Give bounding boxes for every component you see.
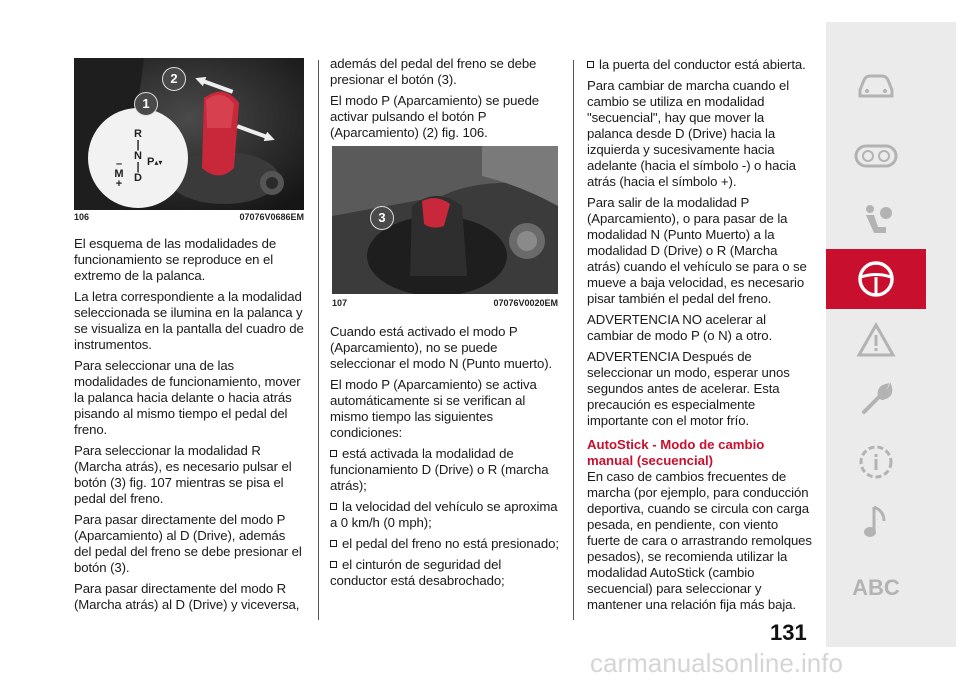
airbag-icon — [858, 203, 894, 237]
sidebar-item-safety[interactable] — [826, 194, 926, 246]
col1-paragraph: Para seleccionar una de las modalidades de funcionamiento, mover la palanca hacia delante o hacia atrás pisando al mismo tiempo el pedal del freno. — [74, 358, 301, 437]
chapter-sidebar — [826, 22, 956, 647]
abc-icon: ABC — [852, 575, 900, 600]
checkbox-bullet-icon — [587, 61, 594, 68]
figure-106-image — [74, 58, 304, 210]
wrench-icon — [858, 382, 894, 418]
music-note-icon — [862, 503, 890, 541]
figure-107-image — [332, 146, 558, 294]
figure-107-caption — [332, 298, 558, 308]
column-2-bottom — [330, 324, 560, 594]
gear-label-p: P — [147, 156, 155, 168]
gear-button-illustration — [332, 146, 558, 294]
watermark: carmanualsonline.info — [590, 648, 843, 678]
column-1 — [74, 236, 304, 618]
sidebar-item-multimedia[interactable] — [826, 496, 926, 548]
col2-paragraph: El modo P (Aparcamiento) se puede activar pulsando el botón P (Aparcamiento) (2) fig. 106. — [330, 93, 540, 140]
figure-106-caption — [74, 212, 304, 222]
page-number: 131 — [770, 620, 807, 645]
column-divider-right — [573, 60, 574, 620]
callout-2: 2 — [162, 67, 186, 91]
checkbox-bullet-icon — [330, 561, 337, 568]
sidebar-item-index[interactable] — [826, 562, 926, 614]
gear-lever-illustration — [74, 58, 304, 210]
figure-106-number: 106 — [74, 212, 90, 222]
bullet-item: el cinturón de seguridad del conductor está desabrochado; — [330, 557, 505, 588]
callout-3: 3 — [370, 206, 394, 230]
bullet-item: la puerta del conductor está abierta. — [587, 57, 813, 73]
checkbox-bullet-icon — [330, 540, 337, 547]
col2-paragraph: además del pedal del freno se debe presionar el botón (3). — [330, 56, 537, 87]
gear-label-r: R — [134, 128, 142, 140]
column-divider-left — [318, 60, 319, 620]
column-3 — [587, 57, 813, 618]
figure-106-code: 07076V0686EM — [239, 212, 304, 222]
checkbox-bullet-icon — [330, 503, 337, 510]
col3-paragraph: Para cambiar de marcha cuando el cambio se utiliza en modalidad "secuencial", hay que mover la palanca desde D (Drive) hacia la izquierda y sucesivamente hacia adelante (hacia el símbolo -) o hacia atrás (hacia el símbolo +). — [587, 78, 796, 189]
gear-label-n: N — [134, 150, 142, 162]
steering-wheel-icon — [857, 260, 895, 298]
col1-paragraph: La letra correspondiente a la modalidad seleccionada se ilumina en la palanca y se visualiza en la pantalla del cuadro de instrumentos. — [74, 289, 304, 352]
sidebar-item-car[interactable] — [826, 60, 926, 112]
gear-minus: – — [115, 158, 123, 170]
figure-107-number: 107 — [332, 298, 348, 308]
column-2-top — [330, 56, 560, 146]
col3-paragraph: ADVERTENCIA Después de seleccionar un modo, esperar unos segundos antes de acelerar. Esta precaución es especialmente importante con el motor frío. — [587, 349, 790, 428]
col1-paragraph: El esquema de las modalidades de funcionamiento se reproduce en el extremo de la palanca. — [74, 236, 277, 283]
gear-plus: + — [115, 178, 123, 190]
section-heading: AutoStick - Modo de cambio manual (secuencial) — [587, 437, 765, 468]
dashboard-icon — [854, 144, 898, 168]
col2-paragraph: Cuando está activado el modo P (Aparcamiento), no se puede seleccionar el modo N (Punto muerto). — [330, 324, 553, 371]
gear-divider-2: | — [136, 161, 140, 173]
col1-paragraph: Para seleccionar la modalidad R (Marcha atrás), es necesario pulsar el botón (3) fig. 107 mientras se pisa el pedal del freno. — [74, 443, 292, 506]
col3-paragraph: Para salir de la modalidad P (Aparcamiento), o para pasar de la modalidad N (Punto Muerto) a la modalidad D (Drive) o R (Marcha atrás) cuando el vehículo se para o se mueve a baja velocidad, es necesario pisar también el pedal del freno. — [587, 195, 807, 306]
warning-icon — [856, 322, 896, 358]
bullet-item: la velocidad del vehículo se aproxima a 0 km/h (0 mph); — [330, 499, 558, 530]
bullet-item: está activada la modalidad de funcionamiento D (Drive) o R (marcha atrás); — [330, 446, 549, 493]
sidebar-item-technical[interactable] — [826, 436, 926, 488]
sidebar-item-dashboard[interactable] — [826, 130, 926, 182]
sidebar-item-driving[interactable] — [826, 249, 926, 309]
up-down-arrow-icon: ▴▾ — [154, 158, 163, 167]
col2-paragraph: El modo P (Aparcamiento) se activa automáticamente si se verifican al mismo tiempo las siguientes condiciones: — [330, 377, 537, 440]
col1-paragraph: Para pasar directamente del modo R (Marcha atrás) al D (Drive) y viceversa, — [74, 581, 300, 612]
checkbox-bullet-icon — [330, 450, 337, 457]
figure-107-code: 07076V0020EM — [493, 298, 558, 308]
col1-paragraph: Para pasar directamente del modo P (Aparcamiento) al D (Drive), además del pedal del freno se debe presionar el botón (3). — [74, 512, 302, 575]
col3-paragraph: ADVERTENCIA NO acelerar al cambiar de modo P (o N) a otro. — [587, 312, 773, 343]
gear-label-d: D — [134, 172, 142, 184]
bullet-item: el pedal del freno no está presionado; — [330, 536, 560, 552]
info-gear-icon — [856, 442, 896, 482]
section-body: En caso de cambios frecuentes de marcha (por ejemplo, para conducción deportiva, cuando se circula con carga pesada, en pendiente, con viento fuerte de cara o arrastrando remolques pesados), se recomienda utilizar la modalidad AutoStick (cambio secuencial) para seleccionar y mantener una relación fija más baja. — [587, 469, 812, 612]
car-icon — [856, 72, 896, 100]
callout-1: 1 — [134, 92, 158, 116]
gear-divider-1: | — [136, 139, 140, 151]
sidebar-item-warnings[interactable] — [826, 314, 926, 366]
sidebar-item-service[interactable] — [826, 374, 926, 426]
gear-label-m: M — [114, 168, 124, 180]
